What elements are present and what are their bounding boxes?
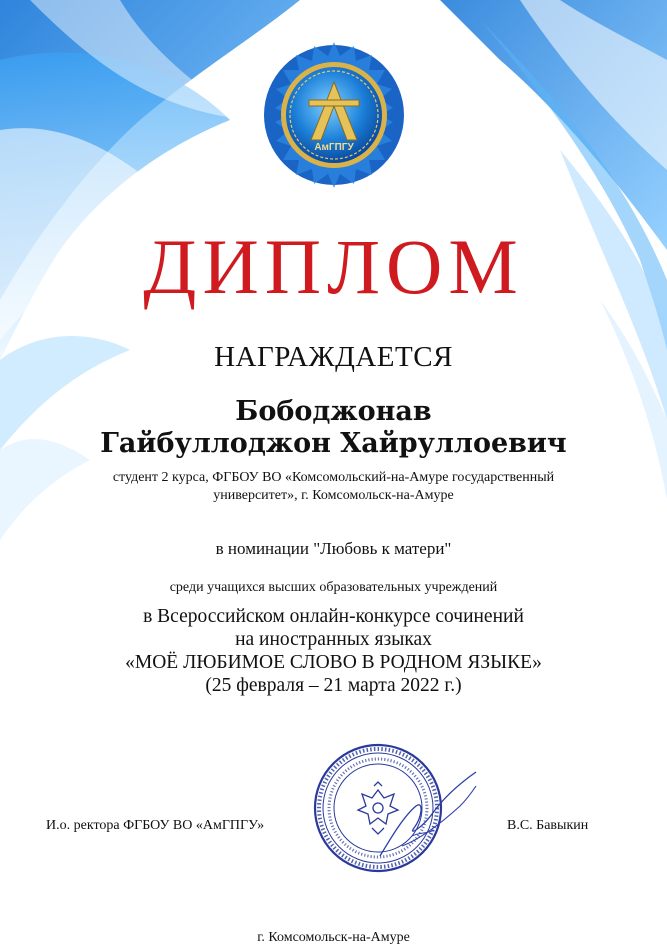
contest-line-1: в Всероссийском онлайн-конкурсе сочинений [143, 606, 524, 627]
university-logo [259, 40, 409, 190]
awarded-heading: НАГРАЖДАЕТСЯ [214, 341, 453, 373]
category-text: среди учащихся высших образовательных учреждений [169, 580, 498, 595]
contest-dates: (25 февраля – 21 марта 2022 г.) [205, 675, 462, 696]
nomination-text: в номинации "Любовь к матери" [215, 539, 452, 558]
signatory-position: И.о. ректора ФГБОУ ВО «АмГПГУ» [46, 818, 265, 833]
signatory-name: В.С. Бавыкин [507, 818, 589, 833]
contest-line-2: на иностранных языках [235, 629, 432, 650]
city-footer: г. Комсомольск-на-Амуре [257, 930, 410, 945]
student-info: студент 2 курса, ФГБОУ ВО «Комсомольский-на-Амуре государственный университет», г. Комсомольск-на-Амуре [112, 470, 555, 503]
rector-signature [372, 766, 482, 876]
contest-block [0, 605, 667, 697]
diploma-title: ДИПЛОМ [143, 223, 524, 310]
contest-name: «МОЁ ЛЮБИМОЕ СЛОВО В РОДНОМ ЯЗЫКЕ» [125, 652, 542, 673]
recipient-surname: Бободжонав [235, 396, 432, 427]
recipient-given-names: Гайбуллоджон Хайруллоевич [100, 428, 567, 459]
logo-text: АмГПГУ [314, 142, 354, 153]
